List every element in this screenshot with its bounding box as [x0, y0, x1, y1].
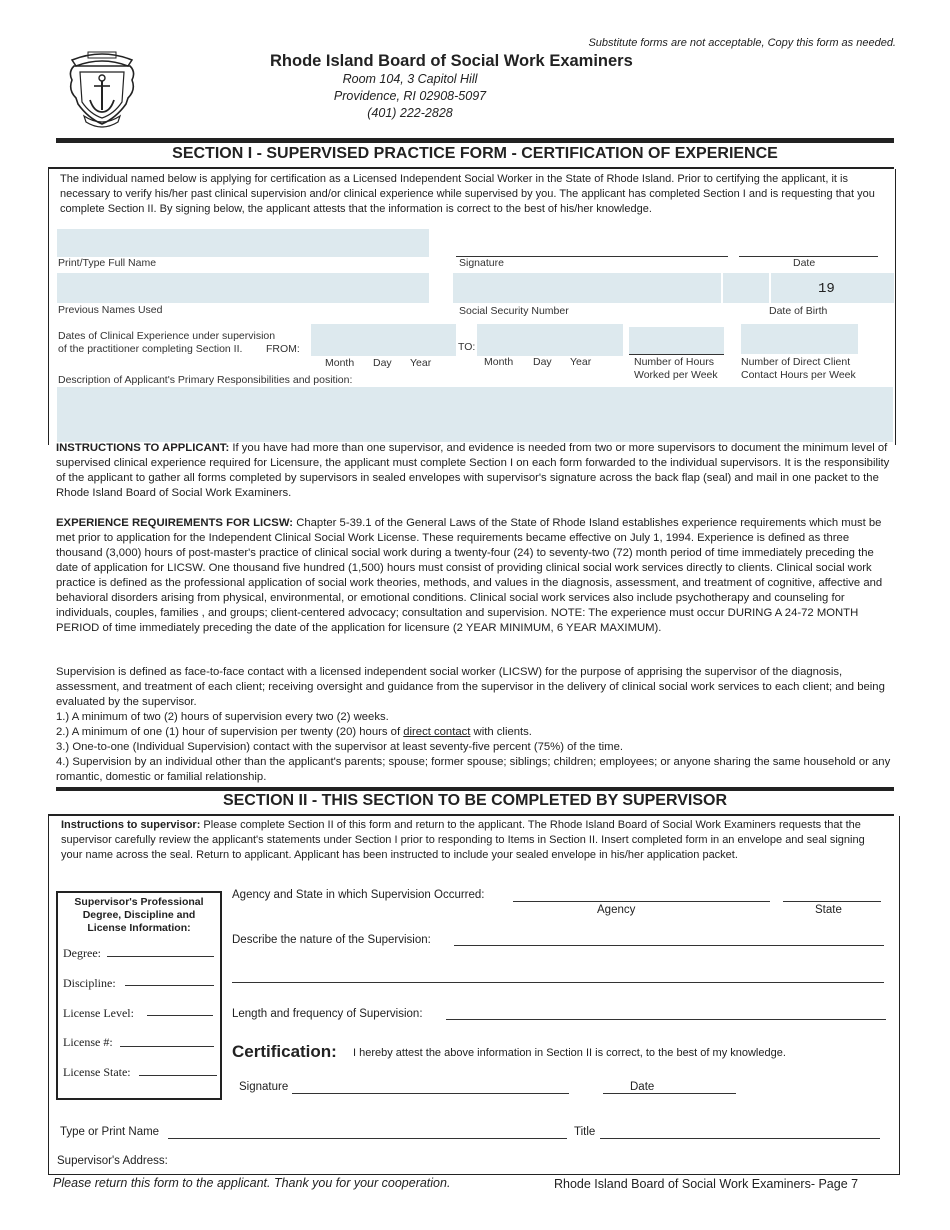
print-name-line[interactable] [168, 1138, 567, 1139]
state-seal [58, 46, 146, 130]
supervisor-signature-line[interactable] [292, 1093, 569, 1094]
anchor-seal-icon [58, 46, 146, 130]
to-month-label: Month [484, 356, 514, 368]
supervisor-signature-label: Signature [239, 1081, 289, 1093]
supervision-item-2-post: with clients. [470, 726, 532, 738]
from-label: FROM: [266, 343, 300, 355]
license-state-line[interactable] [139, 1075, 217, 1076]
dob-year-prefix: 19 [818, 281, 835, 297]
license-level-label: License Level: [63, 1006, 134, 1020]
discipline-line[interactable] [125, 985, 214, 986]
degree-label: Degree: [63, 946, 101, 960]
instructions-heading: INSTRUCTIONS TO APPLICANT: [56, 442, 230, 454]
state-label: State [815, 904, 842, 916]
description-field[interactable] [57, 387, 893, 442]
ssn-label: Social Security Number [459, 305, 569, 317]
supervisor-instructions [61, 818, 887, 863]
direct-hours-field[interactable] [741, 324, 858, 354]
length-label: Length and frequency of Supervision: [232, 1008, 423, 1020]
supervision-item-2 [56, 725, 892, 740]
to-label: TO: [458, 341, 476, 353]
experience-heading: EXPERIENCE REQUIREMENTS FOR LICSW: [56, 517, 294, 529]
title-line[interactable] [600, 1138, 880, 1139]
supervision-item-3: 3.) One-to-one (Individual Supervision) contact with the supervisor at least seventy-five percent (75%) of the time. [56, 741, 623, 753]
section2-title: SECTION II - THIS SECTION TO BE COMPLETED BY SUPERVISOR [222, 792, 728, 809]
direct-contact-text: direct contact [403, 726, 471, 738]
license-number-label: License #: [63, 1035, 113, 1049]
from-day-label: Day [373, 357, 392, 369]
supervisor-instructions-text: Please complete Section II of this form and return to the applicant. The Rhode Island Board of Social Work Examiners requests that the supervisor carefully review the applicant's statements under Section I prior to responding to Items in Section II. Insert completed form in an envelope and seal signing your name across the seal. Return to applicant. Applicant has been instructed to include your sealed envelope in his/her application packet. [61, 819, 865, 861]
certification-heading: Certification: [232, 1042, 337, 1061]
dates-label-2: of the practitioner completing Section II. [58, 343, 243, 355]
nature-line-2[interactable] [232, 982, 884, 983]
hours-worked-field[interactable] [629, 327, 724, 355]
previous-names-label: Previous Names Used [58, 304, 163, 316]
applicant-signature-label: Signature [459, 257, 504, 269]
experience-text: Chapter 5-39.1 of the General Laws of the State of Rhode Island establishes experience requirements which must be met prior to application for the Independent Clinical Social Work License. These requirements became effective on July 1, 1994. Experience is defined as three thousand (3,000) hours of post-master's practice of clinical social work during a twenty-four (24) to seventy-two (72) month period of time immediately preceding the date of application for LICSW. One thousand five hundred (1,500) hours must consist of providing clinical social work services directly to clients. Clinical social work practice is defined as the professional application of social work theories, methods, and values in the diagnosis, assessment, and treatment of cognitive, affective and behavioral disorders arising from physical, environmental, or emotional conditions. Clinical social work services also include psychotherapy and counseling for individuals, couples, families , and groups; client-centered advocacy; consultation and supervision. NOTE: The experience must occur DURING A 24-72 MONTH PERIOD of time immediately preceding the date of the application for licensure (2 YEAR MINIMUM, 6 YEAR MAXIMUM). [56, 517, 883, 634]
supervision-block [56, 665, 892, 785]
from-year-label: Year [410, 357, 432, 369]
license-level-line[interactable] [147, 1015, 213, 1016]
title-label: Title [574, 1126, 596, 1138]
section1-intro: The individual named below is applying for certification as a Licensed Independent Social Worker in the State of Rhode Island. Prior to certifying the applicant, it is necessary to verify his/her past clinical supervision and/or clinical experience while supervised by you. The applicant has completed Section I and is requesting that you complete Section II. By signing below, the applicant attests that the information is correct to the best of his/her knowledge. [60, 173, 875, 215]
certification-text: I hereby attest the above information in Section II is correct, to the best of my knowledge. [353, 1047, 786, 1059]
from-month-label: Month [325, 357, 355, 369]
direct-hours-label: Number of Direct Client Contact Hours per Week [741, 356, 856, 381]
agency-line[interactable] [513, 901, 770, 902]
from-date-field[interactable] [311, 324, 456, 356]
supervisor-date-label: Date [630, 1081, 655, 1093]
nature-line-1[interactable] [454, 945, 884, 946]
agency-question: Agency and State in which Supervision Occurred: [232, 889, 485, 901]
instructions-block [56, 441, 892, 501]
ssn-field-end[interactable] [723, 273, 769, 303]
instructions-text: If you have had more than one supervisor, and evidence is needed from two or more supervisors to document the minimum level of supervised clinical experience required for Licensure, the applicant must complete Section I on each form forwarded to the individual supervisors. It is the responsibility of the applicant to gather all forms completed by supervisors in sealed envelopes with supervisor's signature across the back flap (seal) and mail in one packet to the Rhode Island Board of Social Work Examiners. [56, 442, 890, 499]
supervision-item-4: 4.) Supervision by an individual other than the applicant's parents; spouse; former spouse; siblings; children; employees; or anyone sharing the same household or any romantic, domestic or familial relationship. [56, 756, 891, 783]
supervision-definition: Supervision is defined as face-to-face contact with a licensed independent social worker (LICSW) for the purpose of apprising the supervisor of the diagnosis, assessment, and treatment of each client; receiving oversight and guidance from the supervisor in the delivery of clinical social work services to each client; and being evaluated by the supervisor. [56, 666, 885, 708]
supervisor-info-title: Supervisor's Professional Degree, Discipline and License Information: [74, 896, 204, 934]
nature-label: Describe the nature of the Supervision: [232, 934, 431, 946]
ssn-field[interactable] [453, 273, 721, 303]
discipline-label: Discipline: [63, 976, 116, 990]
print-name-label: Type or Print Name [60, 1126, 160, 1138]
copy-note: Substitute forms are not acceptable, Copy this form as needed. [588, 37, 896, 49]
full-name-field[interactable] [57, 229, 429, 257]
footer-return-note: Please return this form to the applicant. Thank you for your cooperation. [53, 1176, 451, 1190]
section1-top-rule [56, 138, 894, 143]
degree-line[interactable] [107, 956, 214, 957]
supervisor-address-label: Supervisor's Address: [57, 1155, 168, 1167]
applicant-date-label: Date [793, 257, 816, 269]
footer-page-label: Rhode Island Board of Social Work Examiners- Page 7 [554, 1177, 859, 1191]
state-line[interactable] [783, 901, 881, 902]
board-phone: (401) 222-2828 [367, 106, 453, 120]
to-date-field[interactable] [477, 324, 623, 356]
to-year-label: Year [570, 356, 592, 368]
description-label: Description of Applicant's Primary Responsibilities and position: [58, 374, 353, 386]
dob-label: Date of Birth [769, 305, 828, 317]
section2-top-rule [56, 787, 894, 791]
full-name-label: Print/Type Full Name [58, 257, 157, 269]
length-line[interactable] [446, 1019, 886, 1020]
board-address-2: Providence, RI 02908-5097 [333, 89, 487, 103]
supervisor-date-line[interactable] [603, 1093, 736, 1094]
supervision-item-2-pre: 2.) A minimum of one (1) hour of supervision per twenty (20) hours of [56, 726, 404, 738]
license-number-line[interactable] [120, 1046, 214, 1047]
to-day-label: Day [533, 356, 552, 368]
board-address-1: Room 104, 3 Capitol Hill [342, 72, 478, 86]
supervisor-instructions-heading: Instructions to supervisor: [61, 819, 201, 831]
hours-worked-label: Number of Hours Worked per Week [634, 356, 718, 381]
section1-title: SECTION I - SUPERVISED PRACTICE FORM - CERTIFICATION OF EXPERIENCE [172, 145, 778, 162]
agency-label: Agency [597, 904, 636, 916]
dates-label-1: Dates of Clinical Experience under supervision [58, 330, 276, 342]
experience-block [56, 516, 892, 636]
previous-names-field[interactable] [57, 273, 429, 303]
supervision-item-1: 1.) A minimum of two (2) hours of supervision every two (2) weeks. [56, 711, 389, 723]
license-state-label: License State: [63, 1065, 131, 1079]
board-title: Rhode Island Board of Social Work Examiners [270, 52, 633, 70]
